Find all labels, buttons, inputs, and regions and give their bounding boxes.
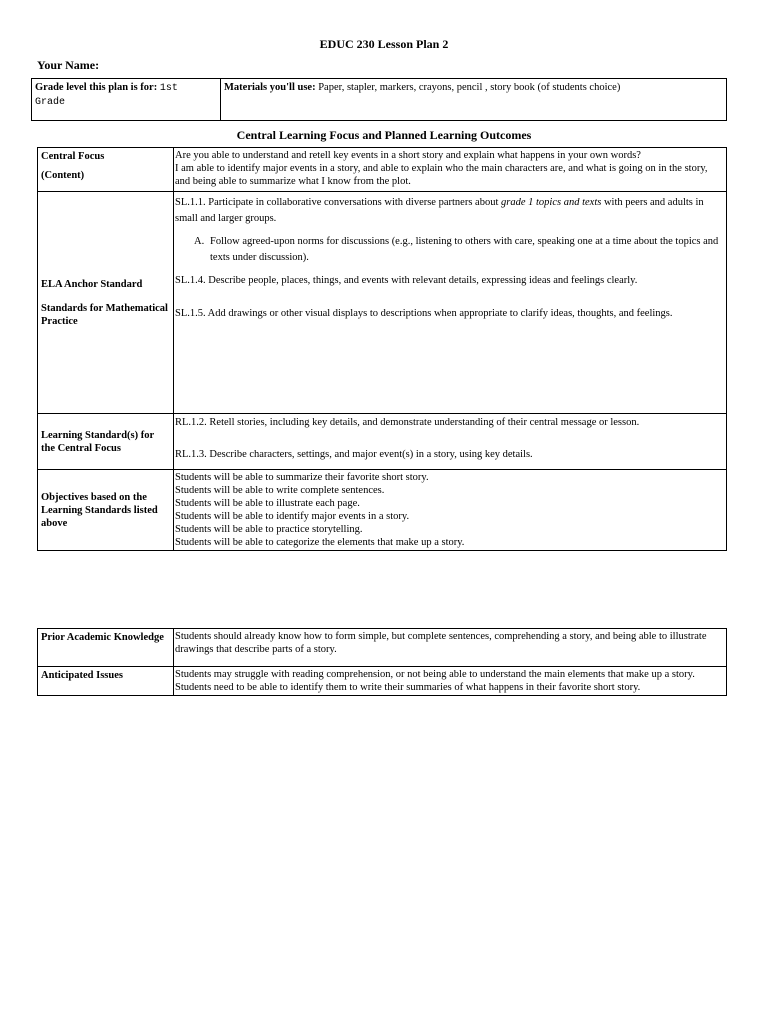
grade-level-cell (32, 79, 221, 121)
objective-item: Students will be able to identify major events in a story. (175, 511, 410, 522)
ela-anchor-label: ELA Anchor Standard (41, 278, 143, 290)
anticipated-issues-label: Anticipated Issues (38, 667, 174, 696)
objective-item: Students will be able to illustrate each page. (175, 498, 360, 509)
section-title: Central Learning Focus and Planned Learning Outcomes (236, 128, 532, 142)
list-marker: A. (194, 236, 205, 247)
prior-knowledge-row (38, 629, 727, 667)
objective-item: Students will be able to practice storytelling. (175, 524, 363, 535)
objective-item: Students will be able to summarize their favorite short story. (175, 472, 429, 483)
prior-knowledge-label: Prior Academic Knowledge (38, 629, 174, 667)
sl-1-1-item-a-text: Follow agreed-upon norms for discussions (e.g., listening to others with care, speaking one at a time about the topics and texts under discussion). (210, 236, 719, 263)
header-table (31, 78, 727, 121)
document-title: EDUC 230 Lesson Plan 2 (319, 37, 449, 51)
grade-level-label: Grade level this plan is for: (35, 82, 158, 93)
materials-value: Paper, stapler, markers, crayons, pencil , story book (of students choice) (318, 82, 621, 93)
prior-knowledge-table (37, 628, 727, 696)
rl-1-3: RL.1.3. Describe characters, settings, and major event(s) in a story, using key details. (175, 449, 533, 460)
prior-knowledge-content: Students should already know how to form simple, but complete sentences, comprehending a story, and being able to illustrate drawings that describe parts of a story. (174, 629, 727, 667)
central-focus-label: Central Focus (41, 151, 105, 162)
learning-standards-content (174, 414, 727, 470)
central-focus-label-cell (38, 148, 174, 192)
central-focus-question: Are you able to understand and retell key events in a short story and explain what happens in your own words? (175, 150, 641, 161)
objective-item: Students will be able to categorize the elements that make up a story. (175, 537, 465, 548)
sl-1-1-italic: grade 1 topics and texts (501, 197, 602, 208)
objective-item: Students will be able to write complete sentences. (175, 485, 385, 496)
learning-standards-label: Learning Standard(s) for the Central Focus (38, 414, 174, 470)
ela-label-cell (38, 192, 174, 414)
sl-1-4: SL.1.4. Describe people, places, things, and events with relevant details, expressing ideas and feelings clearly. (175, 275, 638, 286)
sl-1-1: SL.1.1. Participate in collaborative conversations with diverse partners about grade 1 topics and texts with peers and adults in small and larger groups. (175, 197, 704, 224)
learning-outcomes-table (37, 147, 727, 551)
objectives-content (174, 470, 727, 551)
rl-1-2: RL.1.2. Retell stories, including key details, and demonstrate understanding of their central message or lesson. (175, 417, 640, 428)
sl-1-1-item-a (175, 234, 725, 266)
ela-content (174, 192, 727, 414)
central-focus-statement: I am able to identify major events in a story, and able to explain who the main characters are, and what is going on in the story, and being able to summarize what I know from the plot. (175, 163, 708, 187)
central-focus-content (174, 148, 727, 192)
grade-level-value-2: Grade (35, 97, 66, 108)
math-practice-label: Standards for Mathematical Practice (41, 302, 168, 327)
sl-1-5: SL.1.5. Add drawings or other visual displays to descriptions when appropriate to clarify ideas, thoughts, and feelings. (175, 308, 673, 319)
objectives-row (38, 470, 727, 551)
learning-standards-row (38, 414, 727, 470)
materials-cell (221, 79, 727, 121)
grade-level-value: 1st (159, 83, 178, 94)
central-focus-sublabel: (Content) (41, 170, 85, 181)
materials-label: Materials you'll use: (224, 82, 316, 93)
objectives-label: Objectives based on the Learning Standards listed above (38, 470, 174, 551)
anticipated-issues-content: Students may struggle with reading comprehension, or not being able to understand the main elements that make up a story. Students need to be able to identify them to write their summaries of what happens in their favorite short story. (174, 667, 727, 696)
ela-standard-row (38, 192, 727, 414)
anticipated-issues-row (38, 667, 727, 696)
central-focus-row (38, 148, 727, 192)
your-name-label: Your Name: (37, 58, 100, 72)
